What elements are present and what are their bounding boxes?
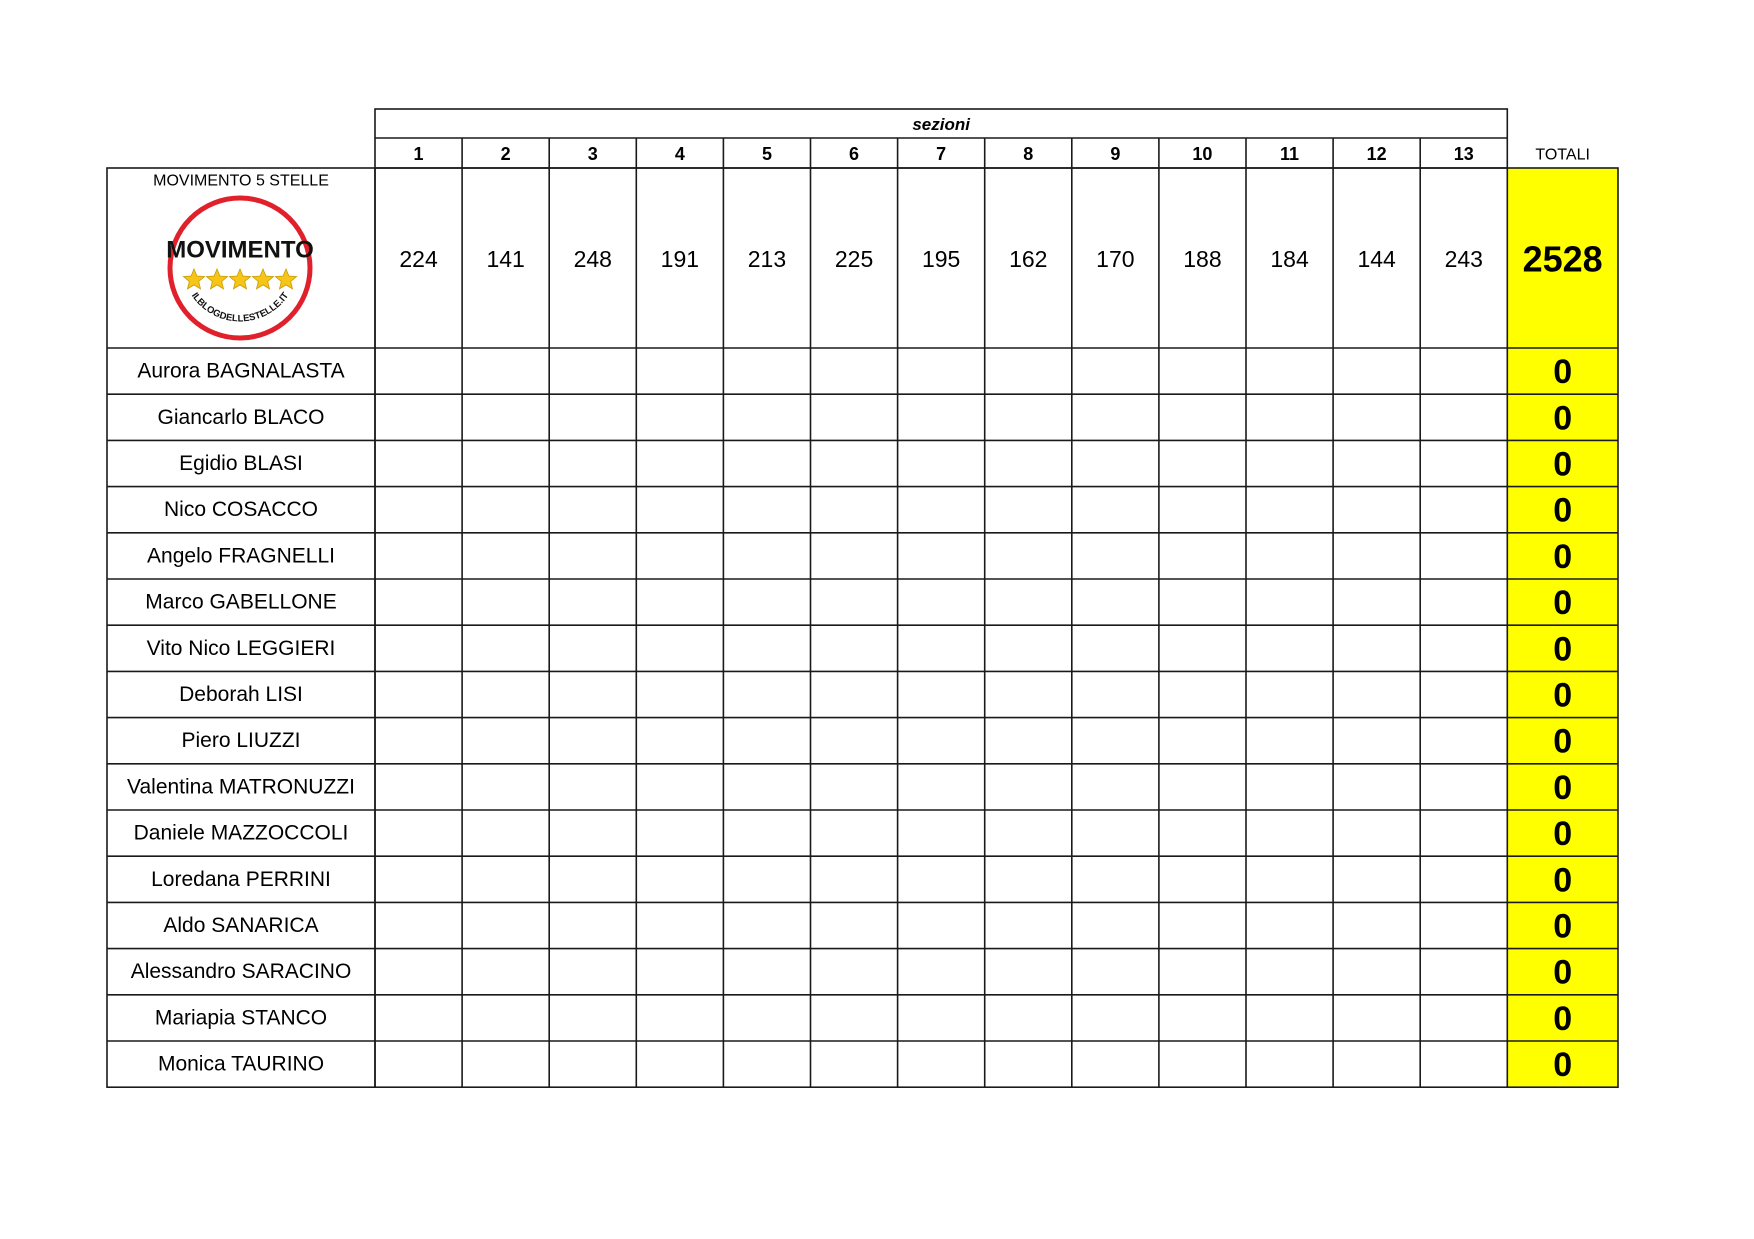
candidate-name: Daniele MAZZOCCOLI (133, 821, 349, 845)
candidate-total: 0 (1553, 861, 1573, 900)
candidate-total: 0 (1553, 630, 1573, 669)
candidate-total: 0 (1553, 584, 1573, 623)
candidate-total: 0 (1553, 999, 1573, 1038)
party-votes-section-12: 144 (1357, 246, 1396, 272)
party-votes-section-1: 224 (399, 246, 438, 272)
candidate-name: Vito Nico LEGGIERI (146, 636, 336, 660)
candidate-name: Monica TAURINO (157, 1052, 325, 1076)
candidate-name: Giancarlo BLACO (157, 405, 325, 429)
candidate-total: 0 (1553, 768, 1573, 807)
candidate-total: 0 (1553, 722, 1573, 761)
candidate-total: 0 (1553, 953, 1573, 992)
candidate-name: Nico COSACCO (163, 498, 319, 522)
movimento-5-stelle-logo-icon (166, 198, 314, 338)
candidate-total: 0 (1553, 445, 1573, 484)
candidate-name: Loredana PERRINI (151, 867, 331, 891)
candidate-total: 0 (1553, 353, 1573, 392)
logo-url-text: ILBLOGDELLESTELLE.IT (188, 290, 292, 325)
totals-label: TOTALI (1535, 146, 1590, 164)
section-number-2: 2 (500, 144, 511, 164)
section-number-1: 1 (413, 144, 424, 164)
party-votes-section-5: 213 (747, 246, 787, 272)
candidate-name: Valentina MATRONUZZI (127, 775, 355, 799)
candidate-total: 0 (1553, 399, 1573, 438)
party-votes-section-11: 184 (1270, 246, 1309, 272)
candidate-total: 0 (1553, 1046, 1573, 1085)
section-number-7: 7 (936, 144, 947, 164)
section-number-3: 3 (587, 144, 598, 164)
section-number-8: 8 (1023, 144, 1034, 164)
candidate-name: Deborah LISI (179, 683, 303, 706)
party-total: 2528 (1522, 238, 1603, 280)
candidate-name: Marco GABELLONE (145, 590, 337, 614)
party-votes-section-3: 248 (573, 246, 612, 272)
party-votes-section-7: 195 (921, 246, 961, 272)
section-number-13: 13 (1453, 144, 1474, 164)
party-votes-section-9: 170 (1096, 246, 1135, 272)
candidate-total: 0 (1553, 676, 1573, 715)
logo-wordmark: MOVIMENTO (166, 236, 314, 264)
section-number-4: 4 (674, 144, 685, 164)
candidate-name: Angelo FRAGNELLI (147, 544, 335, 568)
section-number-5: 5 (761, 144, 772, 164)
candidate-total: 0 (1553, 815, 1573, 854)
candidate-name: Piero LIUZZI (181, 729, 301, 753)
candidate-name: Aldo SANARICA (163, 914, 319, 937)
party-votes-section-8: 162 (1009, 246, 1048, 272)
party-votes-section-6: 225 (834, 246, 874, 272)
candidate-name: Mariapia STANCO (154, 1006, 328, 1030)
candidate-total: 0 (1553, 907, 1573, 946)
party-votes-section-2: 141 (486, 246, 525, 272)
section-number-9: 9 (1110, 144, 1121, 164)
sezioni-label: sezioni (912, 115, 970, 134)
candidate-name: Aurora BAGNALASTA (137, 359, 345, 383)
party-votes-section-13: 243 (1444, 246, 1483, 272)
section-number-6: 6 (849, 144, 860, 164)
section-number-11: 11 (1280, 144, 1300, 164)
candidate-total: 0 (1553, 537, 1573, 576)
section-number-10: 10 (1192, 144, 1213, 164)
candidate-name: Alessandro SARACINO (130, 960, 352, 984)
section-number-12: 12 (1366, 144, 1387, 164)
party-votes-section-4: 191 (660, 246, 700, 272)
party-votes-section-10: 188 (1183, 246, 1222, 272)
candidate-total: 0 (1553, 491, 1573, 530)
candidate-name: Egidio BLASI (179, 452, 303, 475)
party-name: MOVIMENTO 5 STELLE (153, 172, 329, 190)
